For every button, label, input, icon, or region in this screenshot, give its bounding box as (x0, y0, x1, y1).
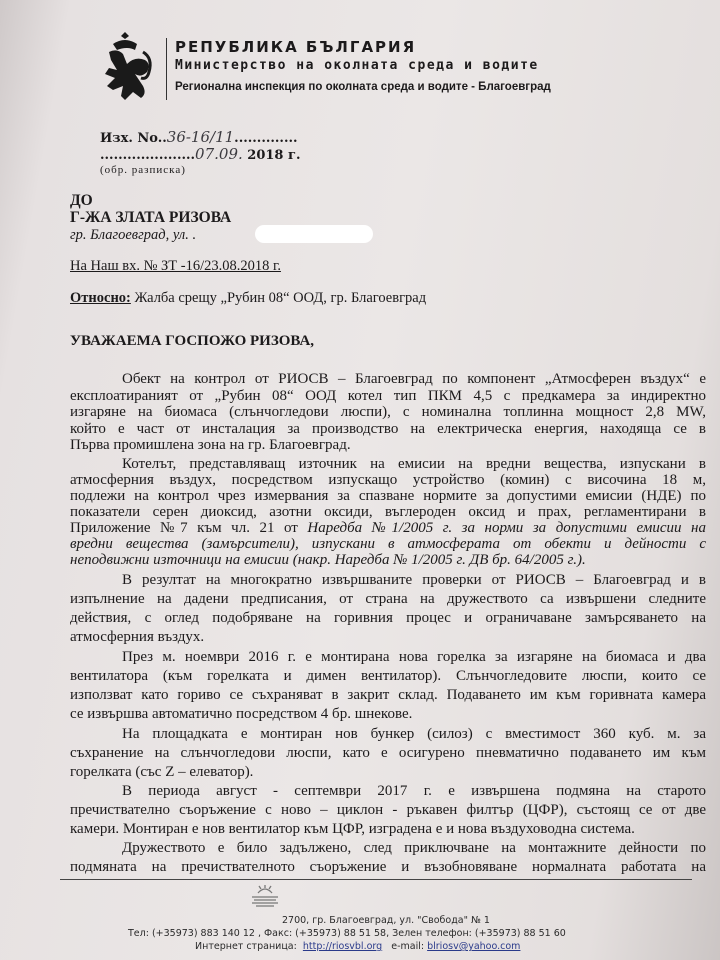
addressee-address: гр. Благоевград, ул. . (70, 227, 197, 243)
body-line: неподвижни източници на емисии (накр. Наредба № 1/2005 г. ДВ бр. 64/2005 г.). (70, 552, 586, 568)
body-line: подлежи на контрол чрез измервания за спазване нормите за допустими емисии (НДЕ) по (70, 488, 706, 504)
body-line: пречиствателно съоръжение с ново – циклон - ръкавен филтър (ЦФР), състоящ се от две (70, 802, 706, 818)
subject-line (70, 290, 426, 306)
body-line: вредни вещества (замърсители), изпускани в атмосферата от обекти и дейности с (70, 536, 706, 552)
body-line: В резултат на многократно извършваните проверки от РИОСВ – Благоевград и в (122, 572, 706, 588)
outgoing-number: Изх. No..36-16/11.............. (100, 128, 298, 146)
subject-label: Относно: (70, 290, 131, 306)
greeting: УВАЖАЕМА ГОСПОЖО РИЗОВА, (70, 333, 315, 349)
outgoing-date-handwritten: 07.09. (195, 145, 243, 163)
body-line: Дружеството е било задължено, след приключване на монтажните дейности по (122, 840, 706, 856)
header-ministry: Министерство на околната среда и водите (175, 58, 539, 73)
website-link[interactable]: http://riosvbl.org (302, 941, 383, 952)
header-country: РЕПУБЛИКА БЪЛГАРИЯ (175, 38, 417, 56)
body-line: камери. Монтиран е нов вентилатор към ЦФР, изградена е и нова въздуховодна система. (70, 821, 635, 837)
body-line: подмяната на пречиствателното съоръжение и възобновяване нормалната работата на (70, 859, 706, 875)
addressee-to: ДО (70, 192, 93, 209)
body-line: експлоатираният от „Рубин 08“ ООД котел тип ПКМ 4,5 с предкамера за индиректно (70, 387, 706, 404)
footer-phones: Тел: (+35973) 883 140 12 , Факс: (+35973) 88 51 58, Зелен телефон: (+35973) 88 51 60 (128, 928, 566, 939)
body-line: използват като гориво се съхраняват в закрит склад. Подаването им към горивната камера (70, 687, 706, 703)
body-line: се извършва автоматично посредством 4 бр. шнекове. (70, 706, 413, 722)
outgoing-number-handwritten: 36-16/11 (166, 128, 235, 146)
footer-address: 2700, гр. Благоевград, ул. "Свобода" № 1 (282, 915, 490, 926)
body-line: вентилатора (към горелката и димен вентилатор). Слънчогледовите люспи, които се (70, 668, 706, 684)
body-line: Котелът, представляващ източник на емисии на вредни вещества, изпускани в (122, 456, 706, 472)
body-line: атмосферния въздух, посредством изпускащо устройство (комин) с височина 18 м, (70, 472, 706, 488)
addressee-name: Г-ЖА ЗЛАТА РИЗОВА (70, 209, 232, 226)
body-line: съхранение на слънчогледови люспи, като е осигурено пневматично подаването им към (70, 745, 706, 761)
redacted-address (255, 225, 373, 243)
header-inspection: Регионална инспекция по околната среда и водите - Благоевград (175, 81, 551, 93)
body-line: действия, с оглед подобряване на горивния процес и ограничаване замърсяването на (70, 610, 706, 626)
footer-web-line: Интернет страница: http://riosvbl.org e-mail: blriosv@yahoo.com (195, 941, 521, 952)
email-link[interactable]: blriosv@yahoo.com (427, 941, 521, 952)
footer-divider (60, 879, 692, 880)
header-divider (166, 38, 167, 100)
body-line: който е част от инсталация за производство на електрическа енергия, находяща се в (70, 420, 706, 437)
subject-text: Жалба срещу „Рубин 08“ ООД, гр. Благоевград (130, 290, 427, 306)
body-line: На площадката е монтиран нов бункер (силоз) с вместимост 360 куб. м. за (122, 726, 706, 742)
coat-of-arms-lion-logo (95, 32, 157, 104)
riosv-sun-logo (248, 885, 282, 909)
incoming-reference: На Наш вх. № ЗТ -16/23.08.2018 г. (70, 258, 281, 274)
body-line: През м. ноември 2016 г. е монтирана нова горелка за изгаряне на биомаса и два (122, 649, 706, 665)
body-line: Приложение №7 към чл. 21 от Наредба №1/2005 г. за норми за допустими емисии на (70, 520, 706, 536)
body-line: Първа промишлена зона на гр. Благоевград. (70, 437, 351, 453)
body-line: атмосферния въздух. (70, 629, 205, 645)
receipt-note: (обр. разписка) (100, 164, 186, 176)
body-line: изпълнение на дадени предписания, от страна на дружеството са извършени следните (70, 591, 706, 607)
outgoing-date: .....................07.09. 2018 г. (100, 145, 301, 163)
body-line: В периода август - септември 2017 г. е извършена подмяна на старото (122, 783, 706, 799)
body-line: изгаряне на биомаса (слънчогледови люспи), с номинална топлинна мощност 2,8 MW, (70, 404, 706, 420)
body-line: показатели серен диоксид, азотни оксиди, въглероден оксид и прах, регламентирани в (70, 504, 706, 520)
body-line: горелката (със Z – елеватор). (70, 764, 254, 780)
body-line: Обект на контрол от РИОСВ – Благоевград по компонент „Атмосферен въздух“ е (122, 371, 706, 387)
